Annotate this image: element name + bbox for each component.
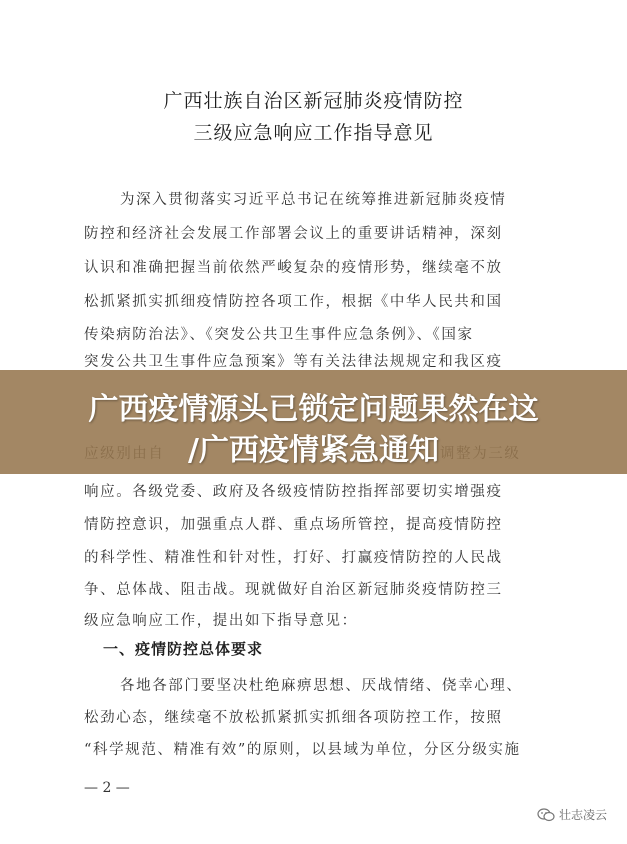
paragraph-line: 情防控意识，加强重点人群、重点场所管控，提高疫情防控 — [84, 517, 503, 533]
watermark — [537, 806, 607, 823]
document-title-line1: 广西壮族自治区新冠肺炎疫情防控 — [163, 90, 464, 112]
paragraph-line: 各地各部门要坚决杜绝麻痹思想、厌战情绪、侥幸心理、 — [120, 678, 523, 694]
headline-line2: /广西疫情紧急通知 — [188, 433, 439, 468]
paragraph-line: 松劲心态，继续毫不放松抓紧抓实抓细各项防控工作，按照 — [84, 710, 503, 726]
paragraph-line: 防控和经济社会发展工作部署会议上的重要讲话精神，深刻 — [84, 226, 503, 242]
paragraph-line: 为深入贯彻落实习近平总书记在统筹推进新冠肺炎疫情 — [120, 192, 507, 208]
paragraph-line: 突发公共卫生事件应急预案》等有关法律法规规定和我区疫 — [84, 354, 503, 370]
wechat-icon — [537, 808, 555, 822]
paragraph-line: “科学规范、精准有效”的原则，以县域为单位，分区分级实施 — [84, 742, 521, 758]
paragraph-line: 认识和准确把握当前依然严峻复杂的疫情形势，继续毫不放 — [84, 260, 503, 276]
paragraph-line: 传染病防治法》、《突发公共卫生事件应急条例》、《国家 — [84, 327, 474, 343]
headline-line1: 广西疫情源头已锁定问题果然在这 — [88, 392, 539, 427]
watermark-text: 壮志凌云 — [558, 808, 607, 822]
page-number: — 2 — — [84, 780, 130, 796]
paragraph-line: 松抓紧抓实抓细疫情防控各项工作，根据《中华人民共和国 — [84, 294, 503, 310]
paragraph-line: 的科学性、精准性和针对性，打好、打赢疫情防控的人民战 — [84, 550, 503, 566]
paragraph-line: 争、总体战、阻击战。现就做好自治区新冠肺炎疫情防控三 — [84, 582, 503, 598]
paragraph-line: 响应。各级党委、政府及各级疫情防控指挥部要切实增强疫 — [84, 484, 503, 500]
document-title-line2: 三级应急响应工作指导意见 — [193, 122, 434, 144]
section-heading: 一、疫情防控总体要求 — [103, 640, 264, 658]
paragraph-line: 级应急响应工作，提出如下指导意见： — [84, 613, 358, 629]
